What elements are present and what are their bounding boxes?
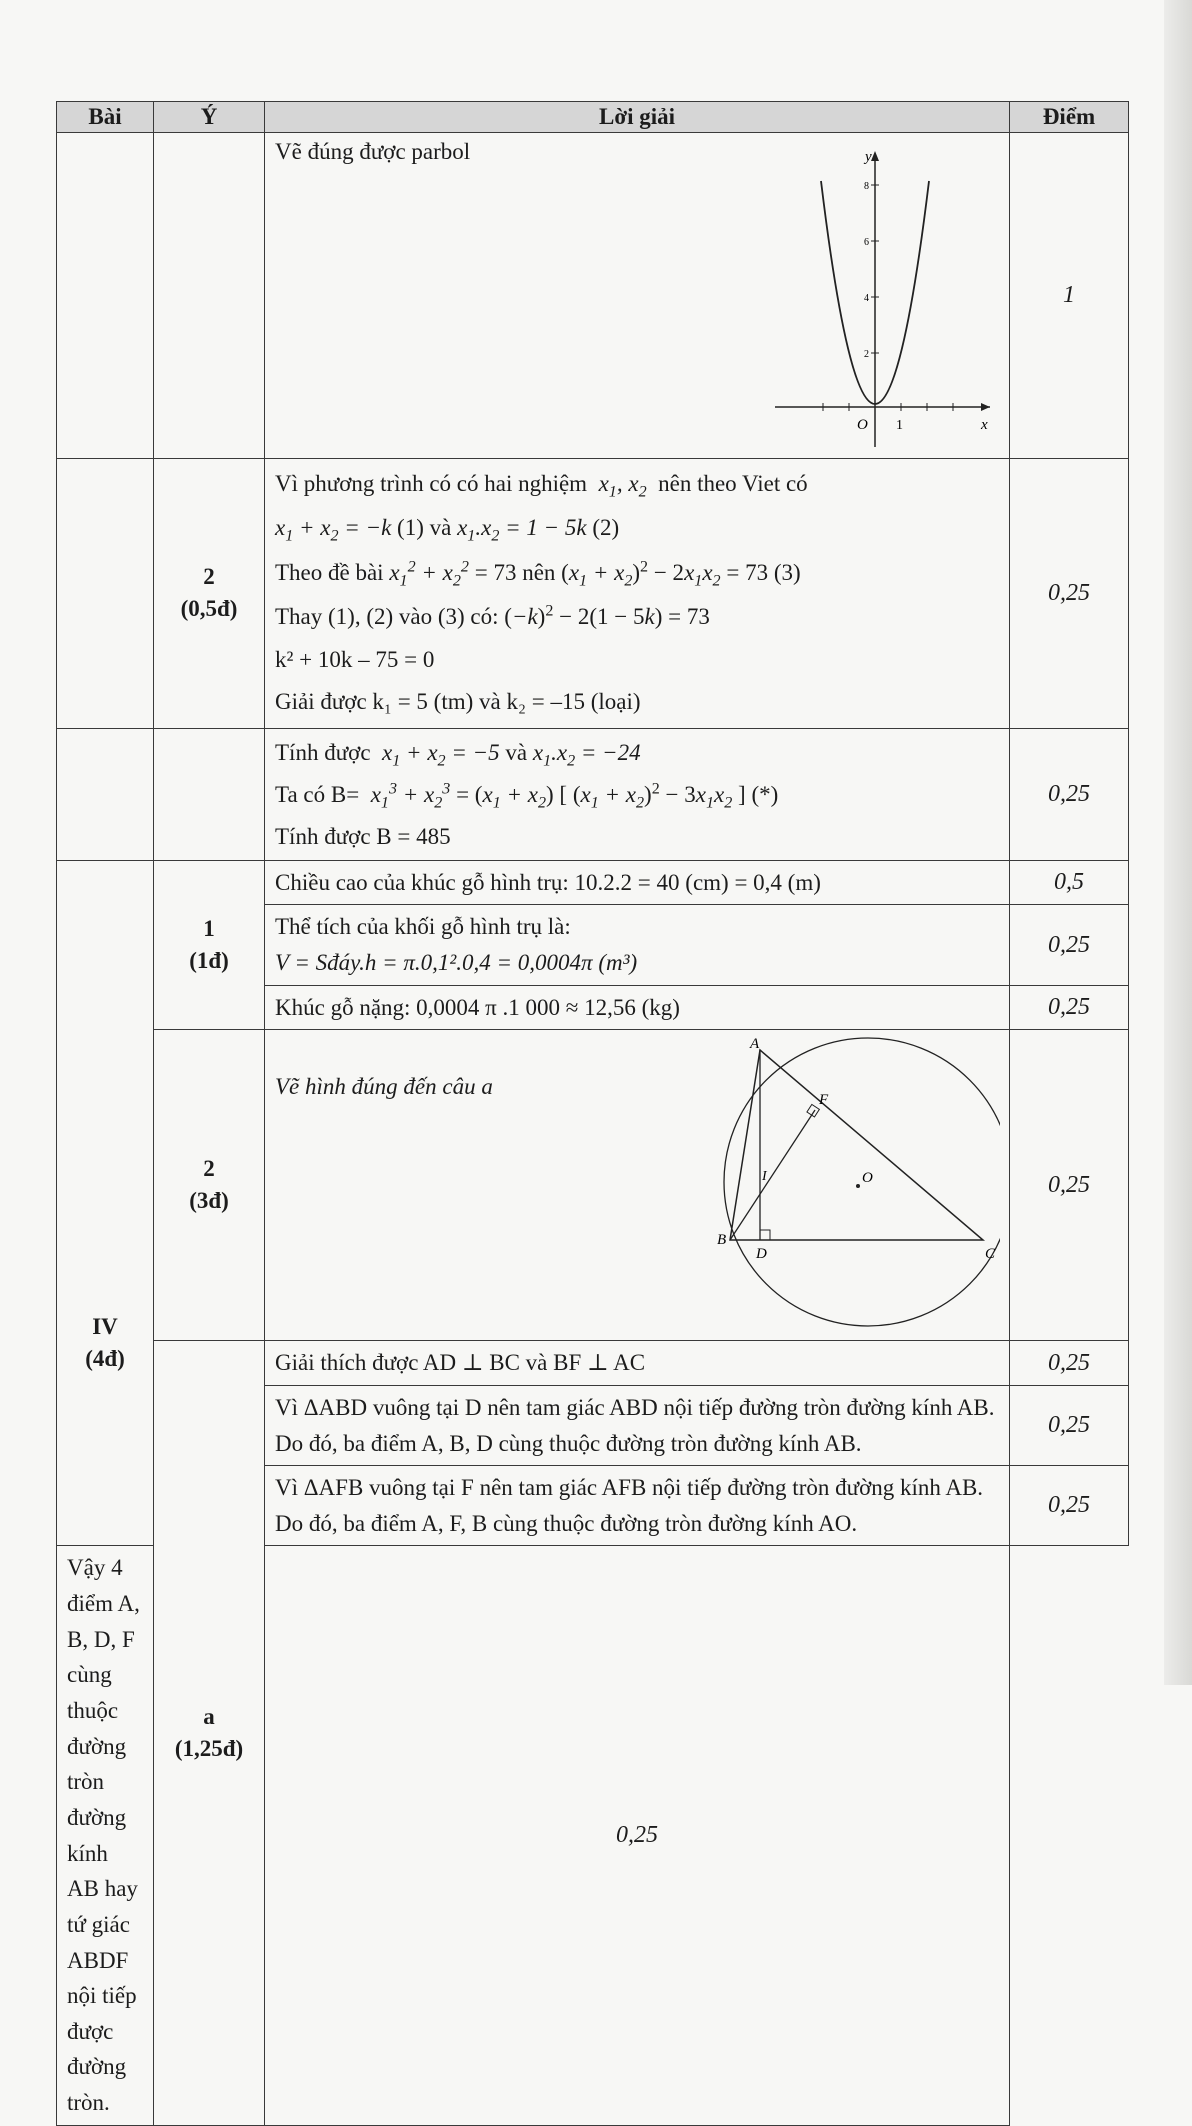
solution-line: Theo đề bài $x_1^2 + x_2^2 = 73$ nên $(x_1 + x_2)^2 - 2x_1x_2 = 73$ (3) [275, 558, 801, 590]
answer-table [56, 101, 1129, 2126]
x-axis-arrow [981, 403, 990, 411]
origin-label: O [857, 417, 868, 433]
math-fragment: $x_1$, $x_2$ [592, 471, 647, 501]
score-cell: 0,25 [1010, 459, 1129, 729]
solution-line: Thay (1), (2) vào (3) có: $(-k)^2 - 2(1 - 5k) = 73$ [275, 602, 710, 630]
label-b: B [717, 1232, 727, 1249]
label-f: F [819, 1092, 829, 1109]
score-cell: 0,25 [1010, 985, 1129, 1030]
y-axis-label: y [865, 149, 872, 165]
graph-caption: Vẽ đúng được parbol [275, 139, 471, 164]
parabola-graph [765, 147, 995, 447]
solution-line: k² + 10k – 75 = 0 [275, 646, 435, 672]
table-row [57, 1030, 1129, 1341]
solution-line: V = Sđáy.h = π.0,1².0,4 = 0,0004π (m³) [275, 950, 638, 975]
bai-cell [57, 459, 154, 729]
table-row [57, 1341, 1129, 1386]
label-c: C [985, 1246, 996, 1263]
solution-line: Vậy 4 điểm A, B, D, F cùng thuộc đường tròn đường kính AB hay tứ giác ABDF nội tiếp được đường tròn. [67, 1555, 140, 2116]
solution-line: Vì ΔAFB vuông tại F nên tam giác AFB nội tiếp đường tròn đường kính AB. Do đó, ba điểm A, F, B cùng thuộc đường tròn đường kính AO. [275, 1475, 984, 1536]
y-tick-label: 2 [864, 349, 869, 360]
y-label: 2 [203, 1156, 215, 1182]
solution-cell [265, 860, 1010, 905]
solution-line: Ta có $B= x_1^3 + x_2^3 = (x_1 + x_2)$ [ $(x_1 + x_2)^2 - 3x_1x_2$ ] (*) [275, 780, 779, 812]
y-points: (0,5đ) [180, 596, 238, 622]
solution-line: Tính được B = 485 [275, 823, 451, 849]
y-cell [154, 133, 265, 459]
solution-cell [265, 1385, 1010, 1465]
y-label: a [203, 1703, 215, 1729]
score-cell: 0,25 [1010, 1385, 1129, 1465]
table-row [57, 860, 1129, 905]
y-tick-label: 8 [864, 181, 869, 192]
table-row [57, 133, 1129, 459]
header-loi-giai: Lời giải [265, 102, 1010, 133]
geometry-figure [690, 1036, 1000, 1336]
y-cell [154, 860, 265, 1030]
bai-points: (4đ) [85, 1346, 125, 1372]
text-fragment: Vì phương trình có có hai nghiệm [275, 471, 588, 496]
header-y: Ý [154, 102, 265, 133]
header-bai: Bài [57, 102, 154, 133]
page-edge [1164, 0, 1192, 1685]
solution-cell [265, 1466, 1010, 1546]
x-axis-label: x [981, 417, 988, 433]
y-points: (1,25đ) [174, 1736, 244, 1761]
y-cell [154, 1030, 265, 1341]
solution-cell [265, 728, 1010, 860]
y-tick-label: 4 [864, 293, 869, 304]
bai-label: IV [92, 1313, 118, 1339]
label-i: I [762, 1169, 767, 1185]
solution-line: Thể tích của khối gỗ hình trụ là: [275, 914, 571, 940]
y-label: 1 [203, 915, 215, 941]
score-cell: 0,25 [265, 1546, 1010, 2125]
solution-line: $x_1 + x_2 = -k$ (1) và $x_1.x_2 = 1 - 5k$ (2) [275, 515, 620, 545]
score-cell: 0,25 [1010, 1341, 1129, 1386]
right-angle-f [807, 1105, 819, 1117]
solution-cell [265, 459, 1010, 729]
y-cell [154, 1341, 265, 2125]
solution-line: Tính được $x_1 + x_2 = -5$ và $x_1.x_2 = -24$ [275, 739, 641, 770]
score-cell: 0,25 [1010, 1030, 1129, 1341]
score-cell: 0,25 [1010, 728, 1129, 860]
solution-line: Giải thích được AD ⊥ BC và BF ⊥ AC [275, 1350, 646, 1376]
label-o: O [862, 1170, 873, 1187]
solution-line: Chiều cao của khúc gỗ hình trụ: 10.2.2 = 40 (cm) = 0,4 (m) [275, 869, 821, 895]
table-header-row [57, 102, 1129, 133]
solution-line: Vì ΔABD vuông tại D nên tam giác ABD nội tiếp đường tròn đường kính AB. Do đó, ba điểm A, B, D cùng thuộc đường tròn đường kính AB. [275, 1394, 995, 1456]
text-fragment: Tính được [275, 739, 371, 765]
y-label: 2 [203, 564, 215, 590]
y-axis-arrow [871, 151, 879, 161]
text-fragment: nên theo Viet có [658, 471, 808, 496]
solution-line: Khúc gỗ nặng: 0,0004 π .1 000 ≈ 12,56 (kg) [275, 994, 680, 1020]
solution-cell [265, 1030, 1010, 1341]
figure-caption: Vẽ hình đúng đến câu a [275, 1074, 493, 1100]
text-fragment: Ta có B= [275, 781, 360, 807]
right-angle-d [760, 1230, 770, 1240]
table-row [57, 728, 1129, 860]
score-cell: 0,5 [1010, 860, 1129, 905]
y-cell [154, 728, 265, 860]
score-cell: 1 [1010, 133, 1129, 459]
label-a: A [750, 1036, 760, 1053]
altitude-bf [730, 1110, 815, 1240]
solution-cell [57, 1546, 154, 2125]
solution-cell [265, 905, 1010, 985]
table-row [57, 459, 1129, 729]
solution-line: Giải được k₁ = 5 (tm) và k₂ = –15 (loại) [275, 689, 641, 715]
solution-cell [265, 133, 1010, 459]
label-d: D [756, 1246, 767, 1263]
solution-line [275, 463, 999, 507]
header-diem: Điểm [1010, 102, 1129, 133]
y-points: (3đ) [189, 1188, 229, 1214]
solution-cell [265, 985, 1010, 1030]
center-o [856, 1184, 860, 1188]
y-points: (1đ) [189, 948, 229, 973]
bai-cell [57, 860, 154, 1546]
y-tick-label: 6 [864, 237, 869, 248]
score-cell: 0,25 [1010, 1466, 1129, 1546]
y-cell [154, 459, 265, 729]
x-tick-label: 1 [896, 418, 903, 433]
bai-cell [57, 133, 154, 459]
score-cell: 0,25 [1010, 905, 1129, 985]
bai-cell [57, 728, 154, 860]
solution-cell [265, 1341, 1010, 1386]
